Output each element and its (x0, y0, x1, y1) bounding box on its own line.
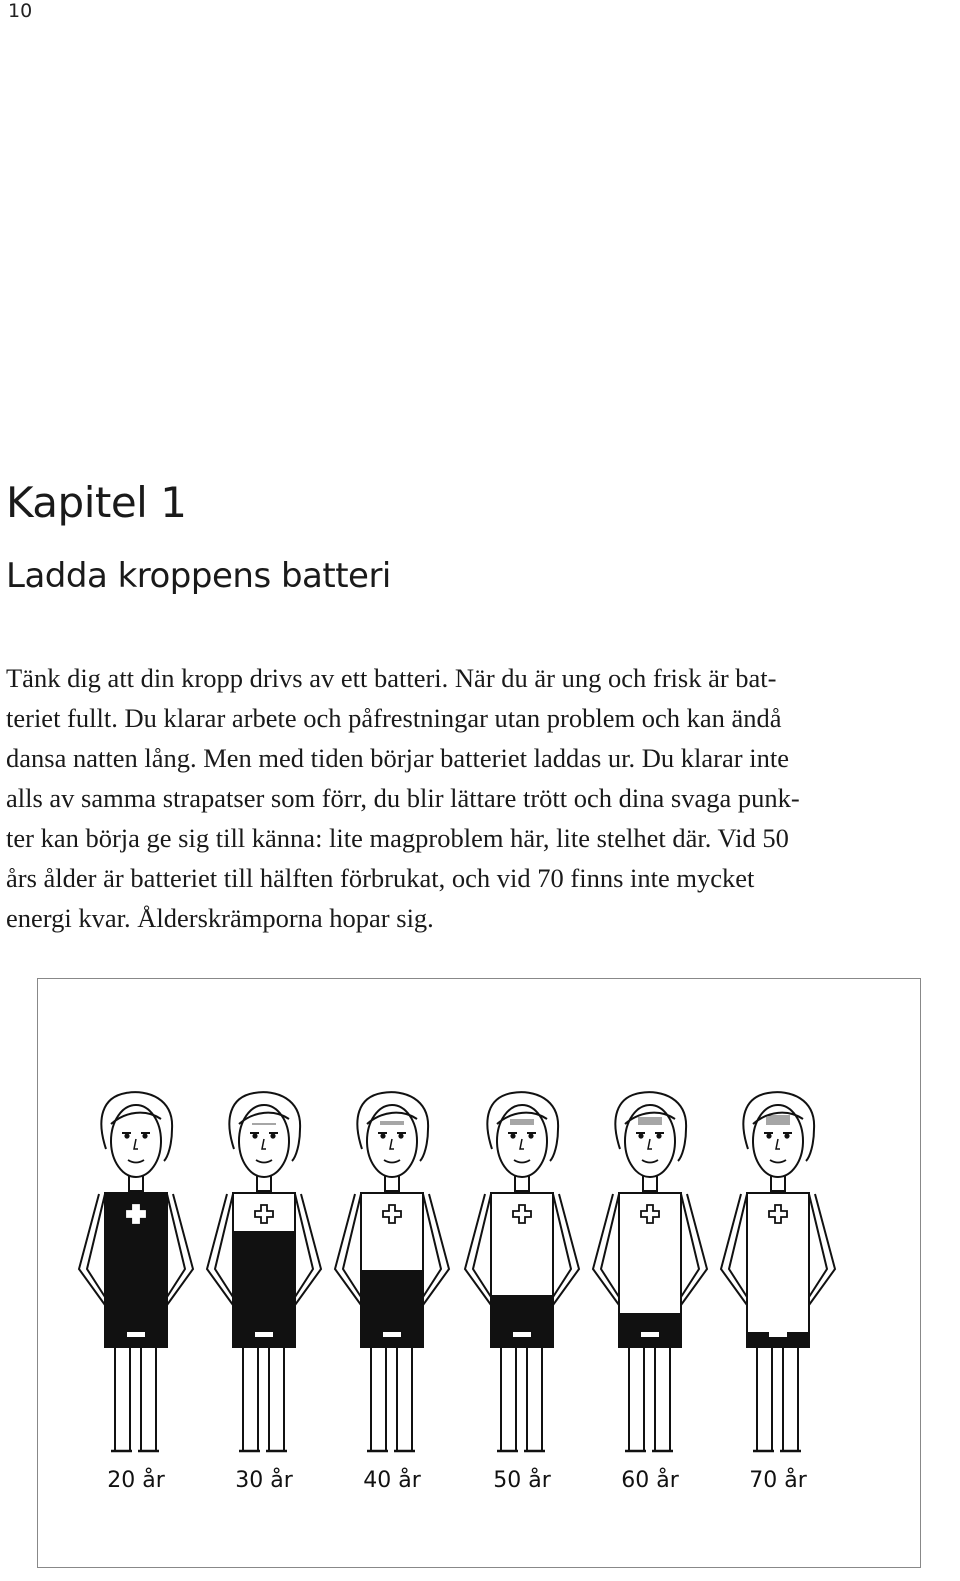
right-pupil (529, 1134, 532, 1137)
right-arm (167, 1194, 185, 1297)
minus-icon (769, 1332, 787, 1337)
right-arm (423, 1194, 441, 1297)
age-label: 60 år (621, 1468, 679, 1493)
figure-20-år (79, 1092, 193, 1451)
right-pupil (785, 1134, 788, 1137)
age-label: 40 år (363, 1468, 421, 1493)
body-line: dansa natten lång. Men med tiden börjar batteriet laddas ur. Du klarar inte (6, 743, 789, 773)
figure-60-år (593, 1092, 707, 1451)
age-label: 20 år (107, 1468, 165, 1493)
right-arm (809, 1194, 827, 1297)
left-arm (87, 1194, 105, 1297)
battery-charge (491, 1295, 553, 1347)
chapter-title: Kapitel 1 (6, 478, 187, 527)
left-pupil (253, 1134, 256, 1137)
right-leg (783, 1341, 798, 1451)
left-pupil (767, 1134, 770, 1137)
left-leg (371, 1341, 386, 1451)
battery-aging-illustration (37, 978, 921, 1568)
body-line: Tänk dig att din kropp drivs av ett batteri. När du är ung och frisk är bat- (6, 663, 777, 693)
body-line: energi kvar. Ålderskrämporna hopar sig. (6, 903, 434, 933)
body-line: alls av samma strapatser som förr, du blir lättare trött och dina svaga punk- (6, 783, 800, 813)
right-leg (397, 1341, 412, 1451)
minus-icon (513, 1332, 531, 1337)
right-leg (269, 1341, 284, 1451)
right-arm (295, 1194, 313, 1297)
figure-30-år (207, 1092, 321, 1451)
left-pupil (381, 1134, 384, 1137)
age-label: 50 år (493, 1468, 551, 1493)
right-leg (655, 1341, 670, 1451)
right-leg (527, 1341, 542, 1451)
minus-icon (641, 1332, 659, 1337)
minus-icon (255, 1332, 273, 1337)
body-line: teriet fullt. Du klarar arbete och påfrestningar utan problem och kan ändå (6, 703, 782, 733)
right-arm (681, 1194, 699, 1297)
chapter-subtitle: Ladda kroppens batteri (6, 556, 391, 596)
left-leg (757, 1341, 772, 1451)
figure-40-år (335, 1092, 449, 1451)
right-pupil (399, 1134, 402, 1137)
left-leg (115, 1341, 130, 1451)
age-label: 70 år (749, 1468, 807, 1493)
right-pupil (657, 1134, 660, 1137)
battery-charge (233, 1231, 295, 1347)
page-number: 10 (8, 0, 33, 22)
left-leg (629, 1341, 644, 1451)
battery-charge (619, 1313, 681, 1347)
left-pupil (511, 1134, 514, 1137)
age-label: 30 år (235, 1468, 293, 1493)
left-arm (601, 1194, 619, 1297)
body-paragraph (6, 658, 952, 938)
left-arm (343, 1194, 361, 1297)
body-line: ter kan börja ge sig till känna: lite magproblem här, lite stelhet där. Vid 50 (6, 823, 789, 853)
minus-icon (383, 1332, 401, 1337)
figure-50-år (465, 1092, 579, 1451)
left-arm (215, 1194, 233, 1297)
left-arm (729, 1194, 747, 1297)
battery-figures-drawing (38, 979, 922, 1569)
left-arm (473, 1194, 491, 1297)
right-pupil (271, 1134, 274, 1137)
right-pupil (143, 1134, 146, 1137)
body-line: års ålder är batteriet till hälften förbrukat, och vid 70 finns inte mycket (6, 863, 755, 893)
left-leg (501, 1341, 516, 1451)
figure-70-år (721, 1092, 835, 1451)
battery-body (747, 1193, 809, 1347)
minus-icon (127, 1332, 145, 1337)
right-leg (141, 1341, 156, 1451)
right-arm (553, 1194, 571, 1297)
left-pupil (125, 1134, 128, 1137)
left-leg (243, 1341, 258, 1451)
left-pupil (639, 1134, 642, 1137)
